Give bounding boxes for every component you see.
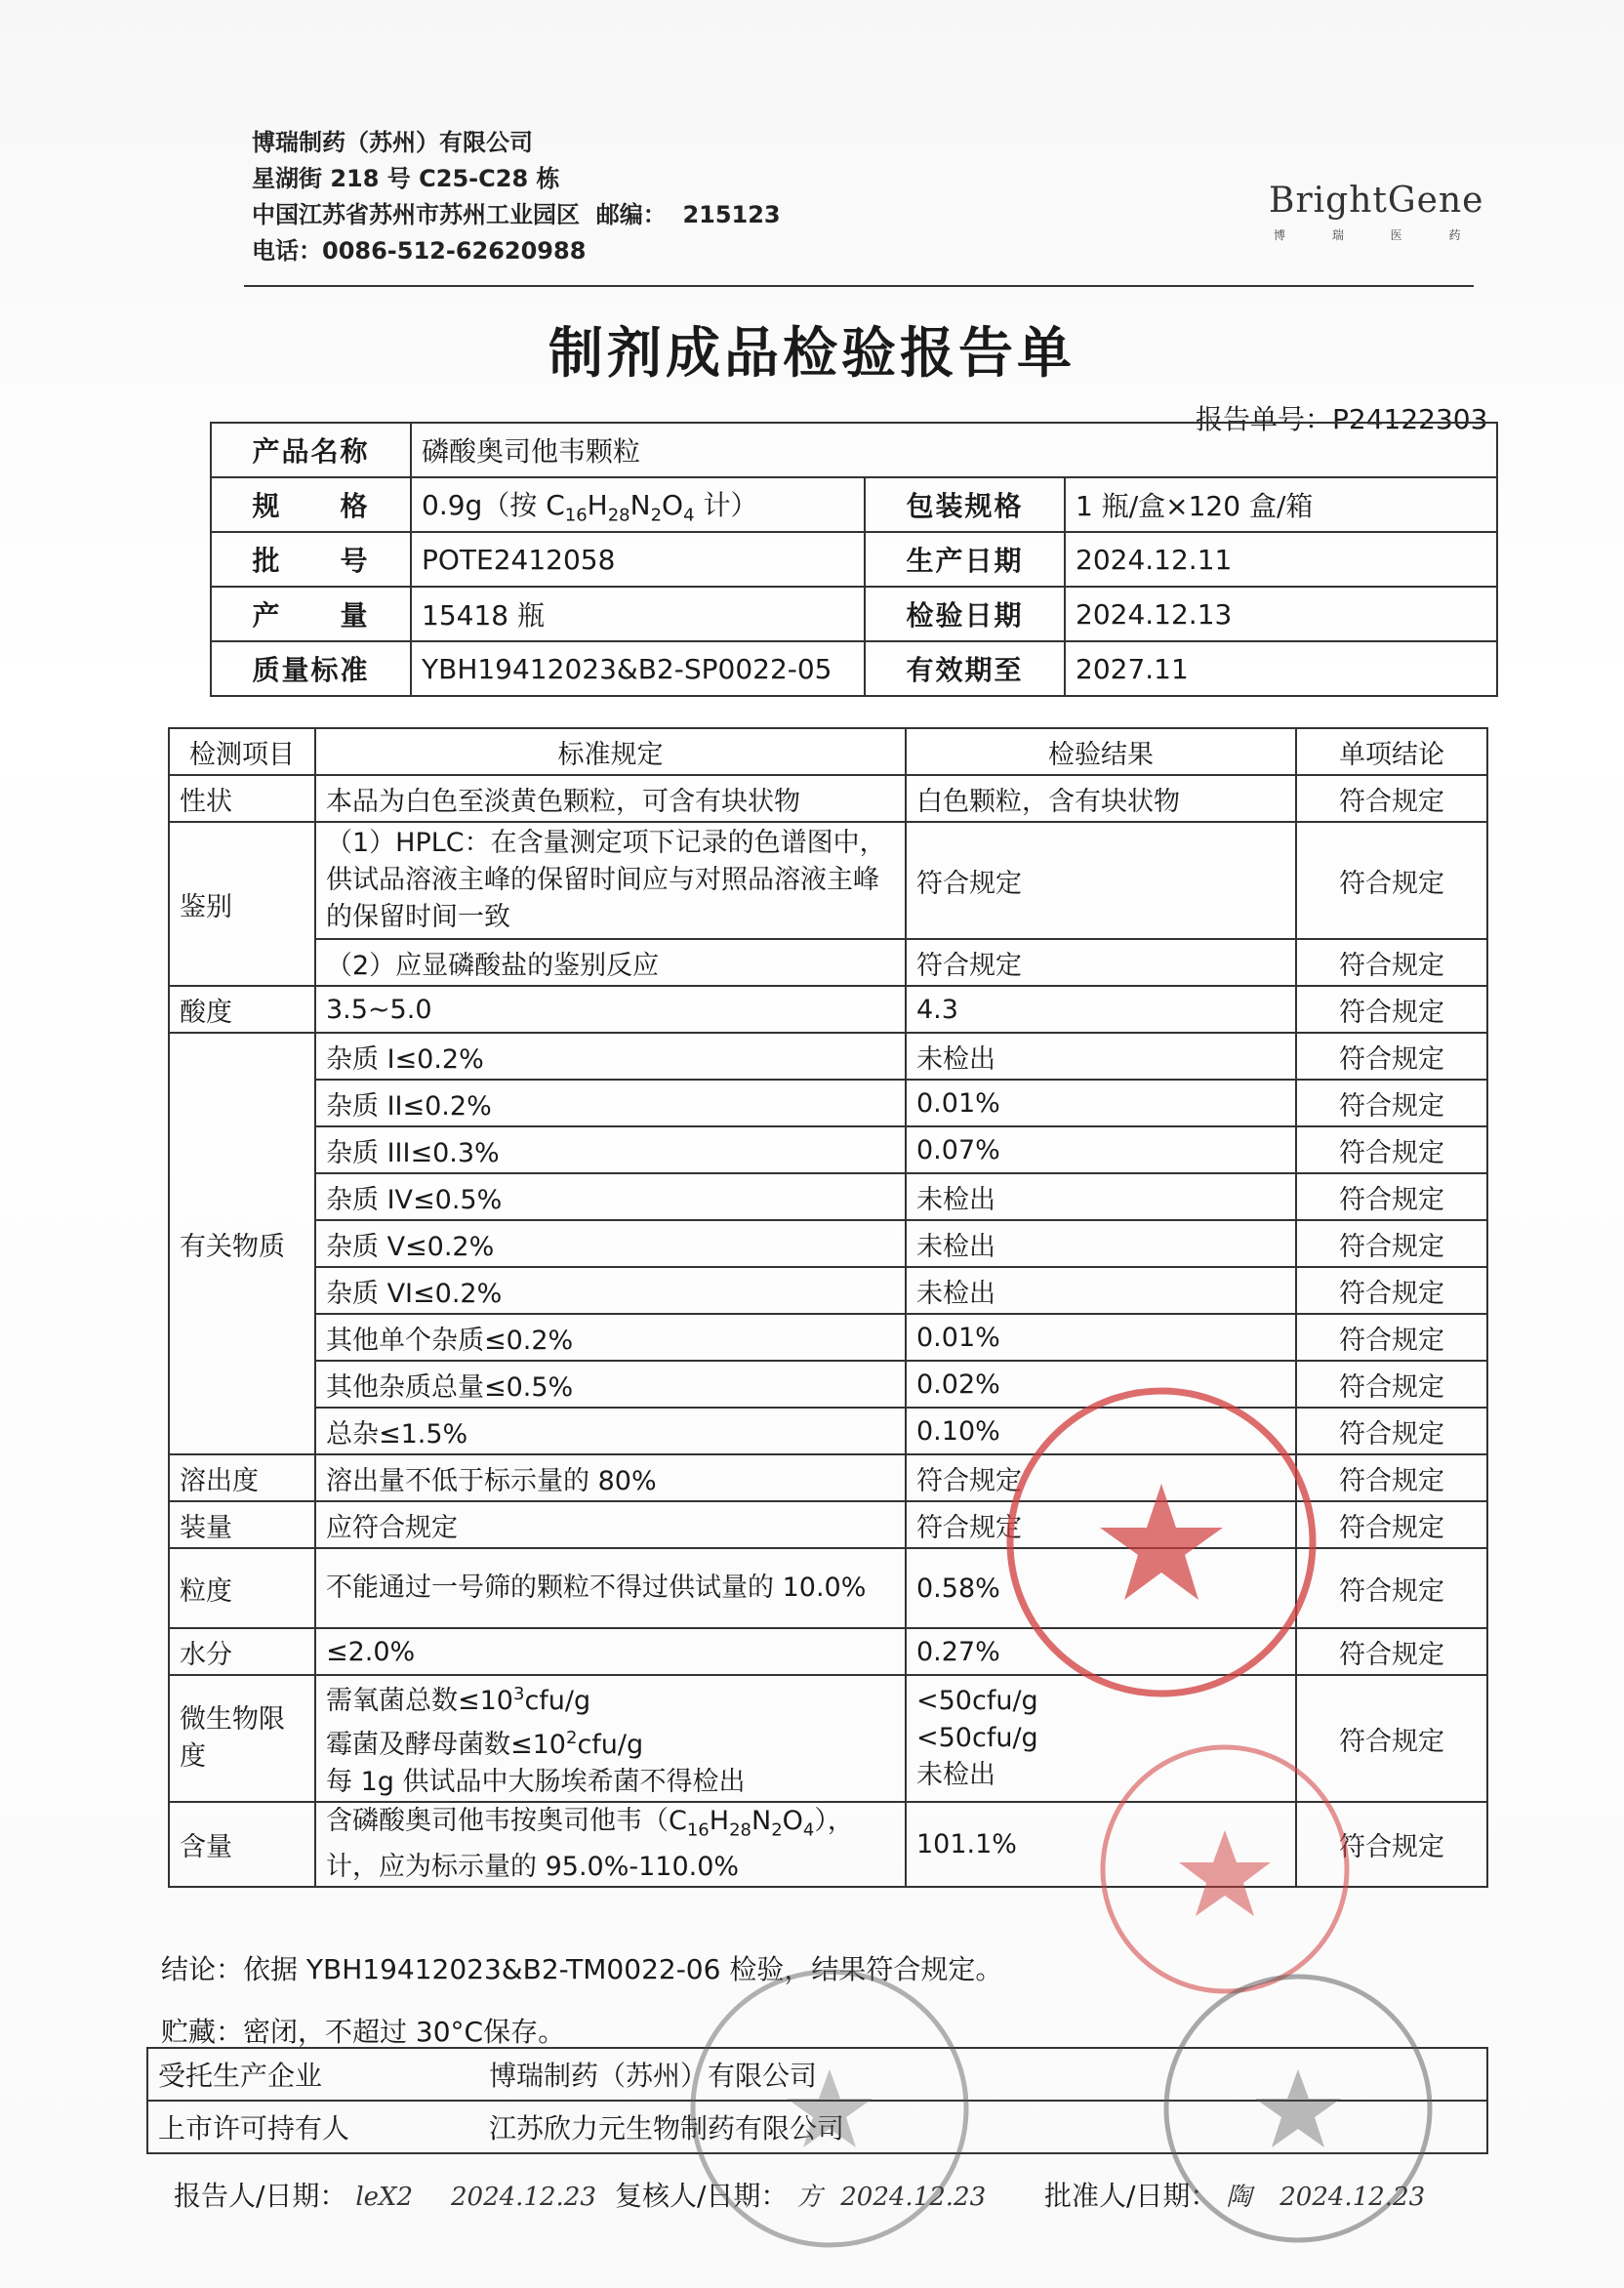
col-header-conclusion: 单项结论 <box>1296 728 1487 775</box>
table-row <box>169 1173 1487 1220</box>
conclusion-cell: 符合规定 <box>1296 1033 1487 1080</box>
conclusion-text: 结论：依据 YBH19412023&B2-TM0022-06 检验，结果符合规定。 <box>161 1953 1003 1985</box>
item-fill: 装量 <box>169 1501 315 1548</box>
conclusion-cell: 符合规定 <box>1296 1126 1487 1173</box>
company-phone: 电话：0086-512-62620988 <box>252 237 587 265</box>
table-row <box>169 939 1487 986</box>
item-granularity: 粒度 <box>169 1548 315 1628</box>
conclusion-cell: 符合规定 <box>1296 986 1487 1033</box>
table-row <box>169 1314 1487 1361</box>
table-row <box>169 1454 1487 1501</box>
product-name: 磷酸奥司他韦颗粒 <box>411 423 1497 477</box>
standard-cell: 其他杂质总量≤0.5% <box>315 1361 906 1408</box>
quantity-label: 产 量 <box>211 587 411 641</box>
result-cell: 白色颗粒，含有块状物 <box>906 775 1296 822</box>
standard-cell: 3.5~5.0 <box>315 986 906 1033</box>
spec-value: 0.9g（按 $C_{16}H_{28}N_2O_4$ 计） <box>411 477 865 532</box>
manufacturer-value: 博瑞制药（苏州）有限公司 <box>479 2048 1487 2101</box>
report-title: 制剂成品检验报告单 <box>548 322 1076 386</box>
standard-cell: 总杂≤1.5% <box>315 1408 906 1454</box>
standard-cell: ≤2.0% <box>315 1628 906 1675</box>
pack-value: 1 瓶/盒×120 盒/箱 <box>1065 477 1497 532</box>
result-cell: 0.01% <box>906 1080 1296 1126</box>
conclusion-cell: 符合规定 <box>1296 1548 1487 1628</box>
table-row <box>169 1548 1487 1628</box>
table-row <box>169 1080 1487 1126</box>
conclusion-cell: 符合规定 <box>1296 1267 1487 1314</box>
conclusion-cell: 符合规定 <box>1296 1408 1487 1454</box>
product-name-label: 产品名称 <box>211 423 411 477</box>
table-row <box>211 532 1497 587</box>
table-row <box>211 423 1497 477</box>
test-date-label: 检验日期 <box>865 587 1065 641</box>
report-number: 报告单号：P24122303 <box>1196 403 1488 435</box>
standard-cell: 含磷酸奥司他韦按奥司他韦$(C_{16}H_{28}N_2O_4)$， 计，应为标示量的 95.0%-110.0% <box>315 1802 906 1887</box>
conclusion-cell: 符合规定 <box>1296 1220 1487 1267</box>
col-header-item: 检测项目 <box>169 728 315 775</box>
table-row <box>169 1802 1487 1887</box>
brightgene-logo-subtitle: 博 瑞 医 药 <box>1274 228 1482 242</box>
micro-standard-1: 需氧菌总数$\le 10^3cfu/g$ <box>326 1684 591 1716</box>
parties-table <box>146 2047 1488 2154</box>
reviewer-signature: 复核人/日期： 方 2024.12.23 <box>615 2180 987 2212</box>
company-header <box>252 125 781 269</box>
batch-value: POTE2412058 <box>411 532 865 587</box>
product-info-table <box>210 422 1498 697</box>
result-cell: 符合规定 <box>906 822 1296 939</box>
company-street: 星湖街 218 号 C25-C28 栋 <box>252 165 560 192</box>
standard-cell: （1）HPLC：在含量测定项下记录的色谱图中，供试品溶液主峰的保留时间应与对照品溶液主峰的保留时间一致 <box>315 822 906 939</box>
table-row <box>169 1501 1487 1548</box>
quality-standard-value: YBH19412023&B2-SP0022-05 <box>411 641 865 696</box>
result-cell: 0.02% <box>906 1361 1296 1408</box>
conclusion-cell: 符合规定 <box>1296 1361 1487 1408</box>
table-header-row <box>169 728 1487 775</box>
standard-cell: 杂质 I≤0.2% <box>315 1033 906 1080</box>
standard-cell: 杂质 VI≤0.2% <box>315 1267 906 1314</box>
item-identification: 鉴别 <box>169 822 315 986</box>
manufacturer-label: 受托生产企业 <box>147 2048 479 2101</box>
conclusion-cell: 符合规定 <box>1296 1173 1487 1220</box>
reporter-signature: 报告人/日期： leX2 2024.12.23 <box>174 2180 596 2212</box>
col-header-result: 检验结果 <box>906 728 1296 775</box>
company-address: 中国江苏省苏州市苏州工业园区 邮编： 215123 <box>252 201 781 228</box>
conclusion-cell: 符合规定 <box>1296 1628 1487 1675</box>
result-cell: 0.01% <box>906 1314 1296 1361</box>
item-related-substances: 有关物质 <box>169 1033 315 1454</box>
result-cell: 未检出 <box>906 1173 1296 1220</box>
holder-label: 上市许可持有人 <box>147 2101 479 2153</box>
result-cell: 未检出 <box>906 1033 1296 1080</box>
table-row <box>169 1033 1487 1080</box>
col-header-standard: 标准规定 <box>315 728 906 775</box>
quantity-value: 15418 瓶 <box>411 587 865 641</box>
header-divider <box>244 285 1474 287</box>
item-water: 水分 <box>169 1628 315 1675</box>
result-cell: 4.3 <box>906 986 1296 1033</box>
table-row <box>169 1361 1487 1408</box>
table-row <box>169 1220 1487 1267</box>
conclusion-cell: 符合规定 <box>1296 1675 1487 1802</box>
approver-signature: 批准人/日期： 陶 2024.12.23 <box>1044 2180 1426 2212</box>
micro-standard-3: 每 1g 供试品中大肠埃希菌不得检出 <box>326 1767 746 1797</box>
reporter-handwriting: leX2 <box>355 2183 414 2212</box>
conclusion-cell: 符合规定 <box>1296 1080 1487 1126</box>
conclusion-cell: 符合规定 <box>1296 939 1487 986</box>
item-acidity: 酸度 <box>169 986 315 1033</box>
conclusion-cell: 符合规定 <box>1296 1802 1487 1887</box>
micro-standard-2: 霉菌及酵母菌数$\le 10^2cfu/g$ <box>326 1728 644 1760</box>
reviewer-handwriting: 方 <box>796 2183 823 2212</box>
item-dissolution: 溶出度 <box>169 1454 315 1501</box>
table-row <box>169 1628 1487 1675</box>
conclusion-cell: 符合规定 <box>1296 1501 1487 1548</box>
result-cell: 未检出 <box>906 1267 1296 1314</box>
table-row <box>211 477 1497 532</box>
standard-cell <box>315 1675 906 1802</box>
standard-cell: 杂质 III≤0.3% <box>315 1126 906 1173</box>
standard-cell: 杂质 II≤0.2% <box>315 1080 906 1126</box>
conclusion-cell: 符合规定 <box>1296 822 1487 939</box>
result-cell: 符合规定 <box>906 1454 1296 1501</box>
table-row <box>169 822 1487 939</box>
batch-label: 批 号 <box>211 532 411 587</box>
item-assay: 含量 <box>169 1802 315 1887</box>
result-cell: 符合规定 <box>906 939 1296 986</box>
pack-label: 包装规格 <box>865 477 1065 532</box>
standard-cell: （2）应显磷酸盐的鉴别反应 <box>315 939 906 986</box>
standard-cell: 本品为白色至淡黄色颗粒，可含有块状物 <box>315 775 906 822</box>
expiry-label: 有效期至 <box>865 641 1065 696</box>
holder-value: 江苏欣力元生物制药有限公司 <box>479 2101 1487 2153</box>
approver-handwriting: 陶 <box>1226 2183 1252 2212</box>
table-row <box>211 587 1497 641</box>
standard-cell: 不能通过一号筛的颗粒不得过供试量的 10.0% <box>315 1548 906 1628</box>
result-cell: 0.07% <box>906 1126 1296 1173</box>
test-results-table <box>168 727 1488 1888</box>
standard-cell: 杂质 V≤0.2% <box>315 1220 906 1267</box>
storage-text: 贮藏：密闭，不超过 30°C保存。 <box>161 2016 566 2048</box>
expiry-value: 2027.11 <box>1065 641 1497 696</box>
table-row <box>169 1126 1487 1173</box>
brightgene-logo: BrightGene <box>1269 181 1484 221</box>
spec-label: 规 格 <box>211 477 411 532</box>
result-cell: 0.58% <box>906 1548 1296 1628</box>
standard-cell: 杂质 IV≤0.5% <box>315 1173 906 1220</box>
result-cell: <50cfu/g <50cfu/g 未检出 <box>906 1675 1296 1802</box>
company-name: 博瑞制药（苏州）有限公司 <box>252 129 533 156</box>
result-cell: 未检出 <box>906 1220 1296 1267</box>
table-row <box>169 775 1487 822</box>
test-date-value: 2024.12.13 <box>1065 587 1497 641</box>
standard-cell: 其他单个杂质≤0.2% <box>315 1314 906 1361</box>
standard-cell: 应符合规定 <box>315 1501 906 1548</box>
table-row <box>169 986 1487 1033</box>
conclusion-cell: 符合规定 <box>1296 775 1487 822</box>
result-cell: 符合规定 <box>906 1501 1296 1548</box>
mfg-date-label: 生产日期 <box>865 532 1065 587</box>
mfg-date-value: 2024.12.11 <box>1065 532 1497 587</box>
conclusion-cell: 符合规定 <box>1296 1454 1487 1501</box>
table-row <box>211 641 1497 696</box>
result-cell: 0.27% <box>906 1628 1296 1675</box>
item-appearance: 性状 <box>169 775 315 822</box>
quality-standard-label: 质量标准 <box>211 641 411 696</box>
standard-cell: 溶出量不低于标示量的 80% <box>315 1454 906 1501</box>
table-row <box>169 1408 1487 1454</box>
table-row <box>147 2048 1487 2101</box>
item-microbial-limit: 微生物限度 <box>169 1675 315 1802</box>
conclusion-cell: 符合规定 <box>1296 1314 1487 1361</box>
result-cell: 0.10% <box>906 1408 1296 1454</box>
table-row <box>169 1267 1487 1314</box>
table-row <box>147 2101 1487 2153</box>
result-cell: 101.1% <box>906 1802 1296 1887</box>
table-row <box>169 1675 1487 1802</box>
